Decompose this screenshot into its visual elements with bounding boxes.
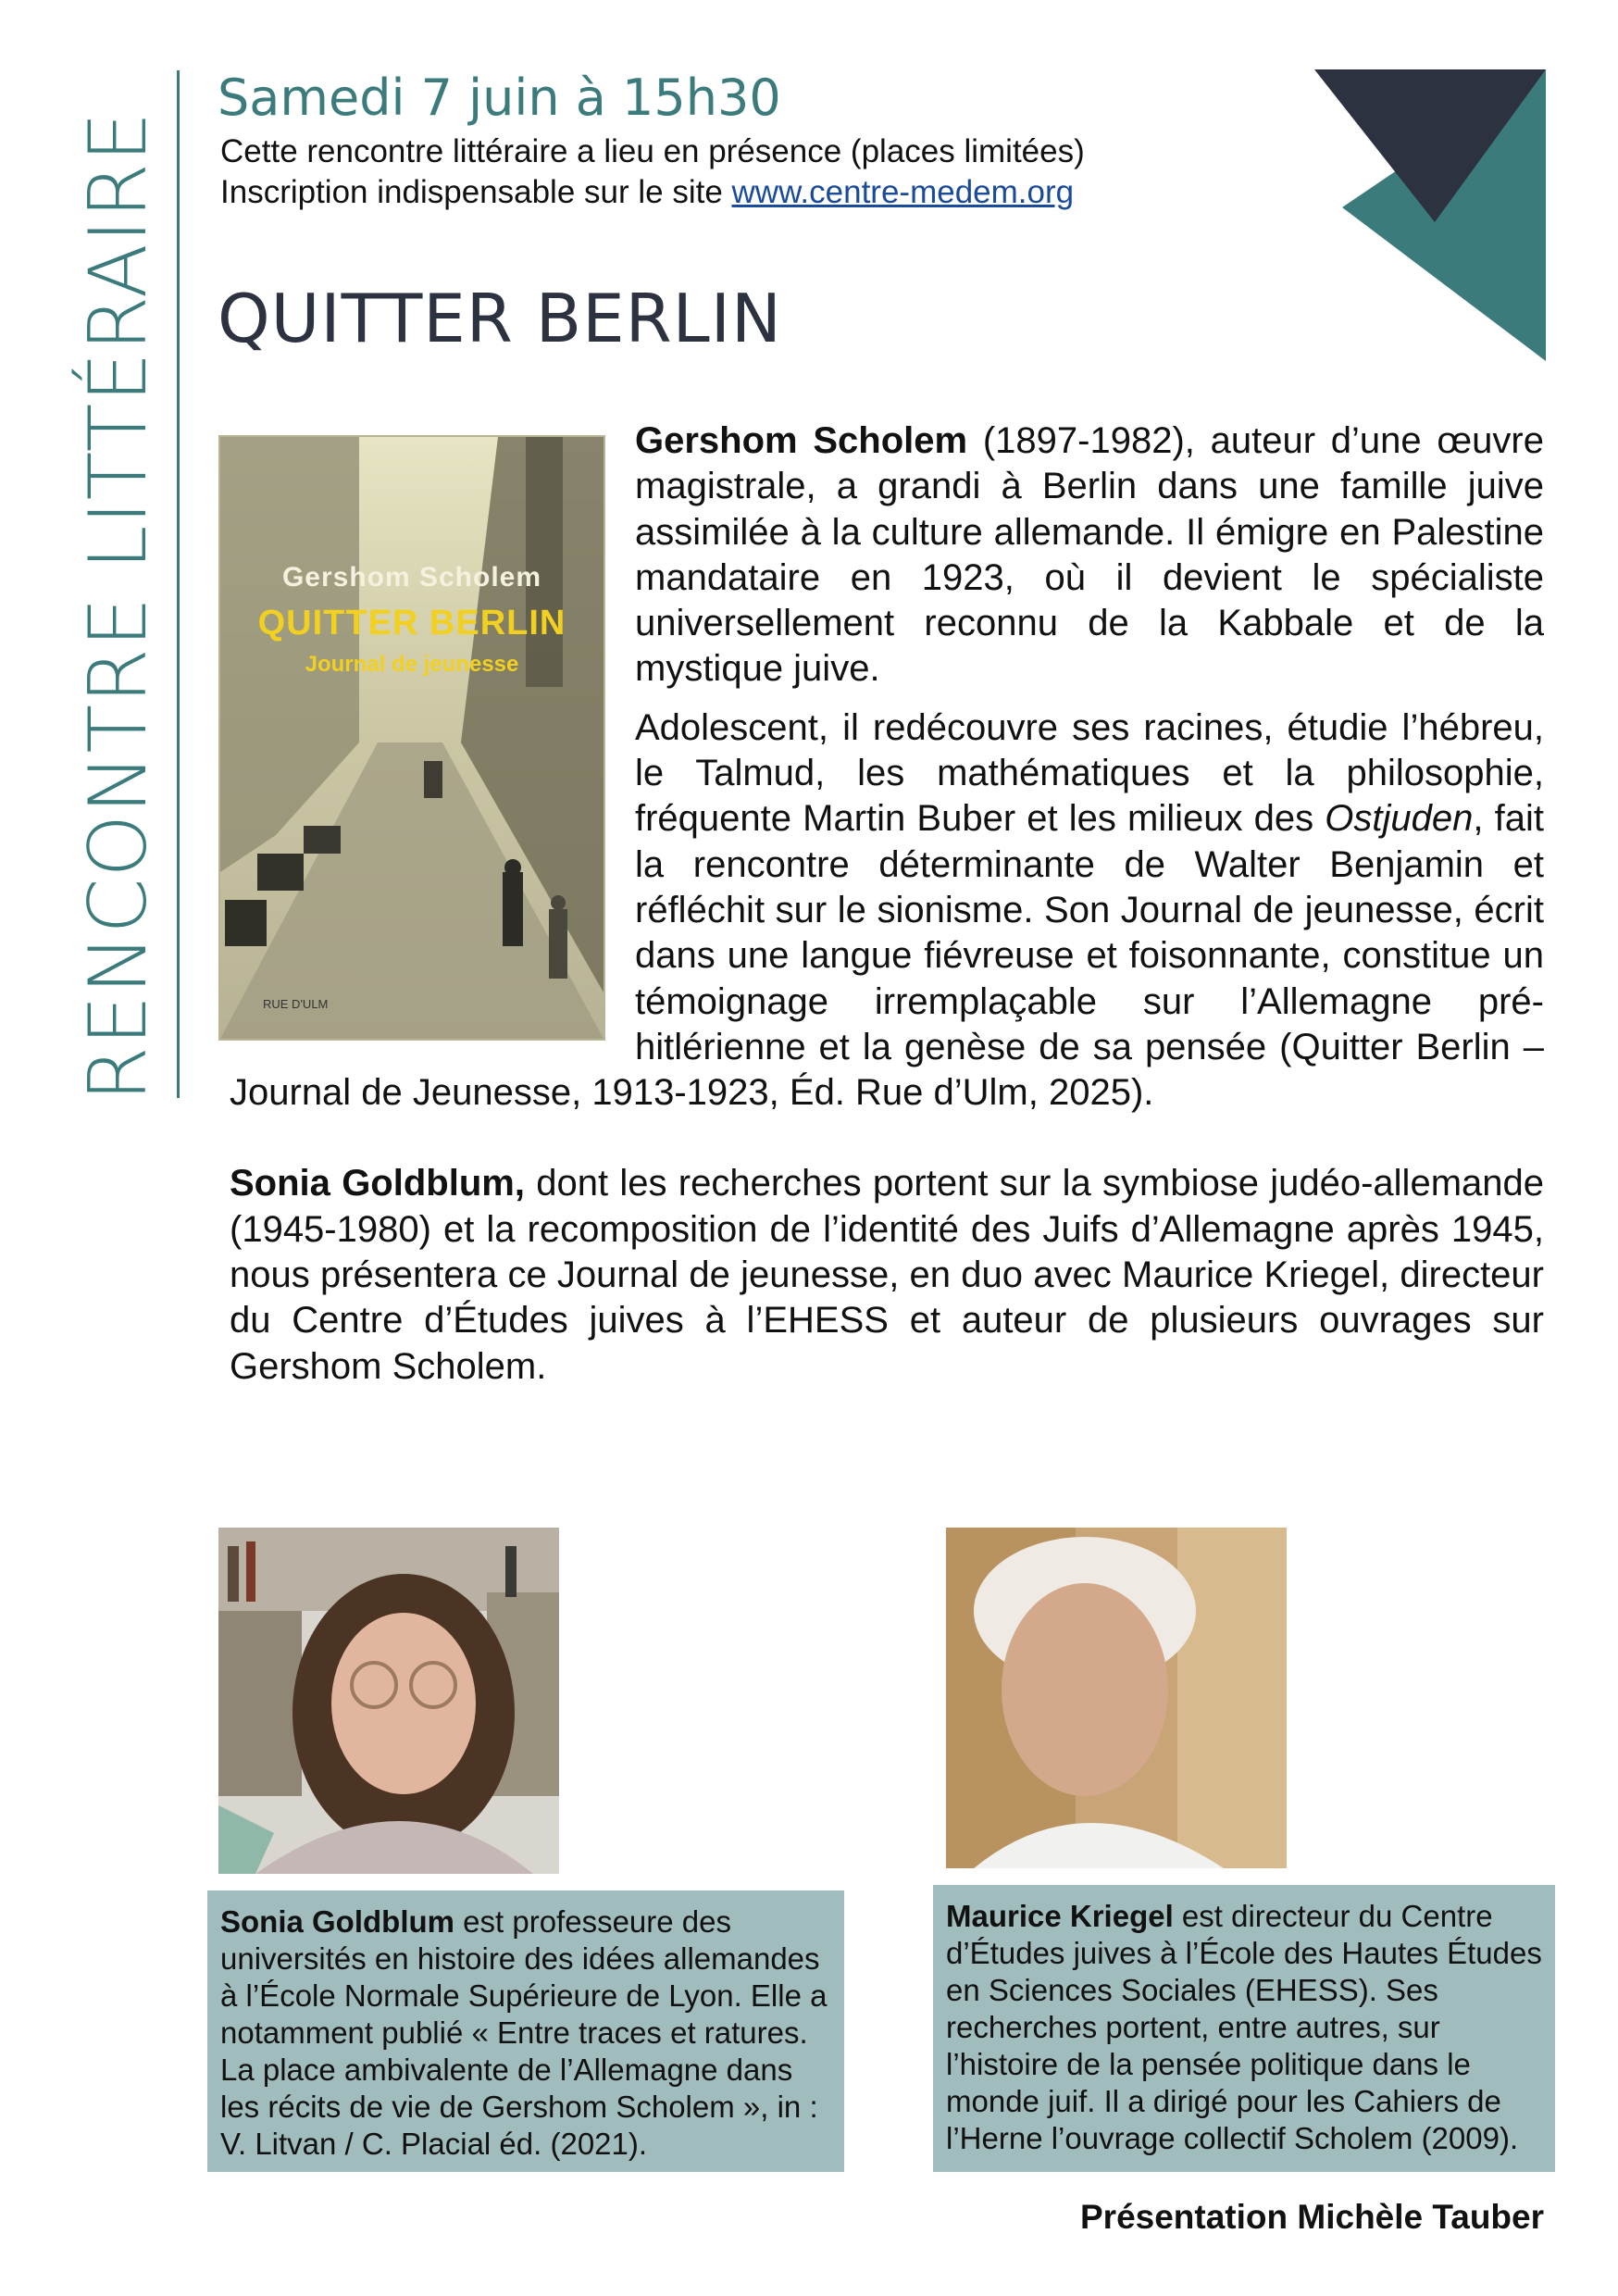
paragraph-goldblum — [230, 1161, 1544, 1389]
bio-kriegel-text: est directeur du Centre d’Études juives à l’École des Hautes Études en Sciences Sociales (EHESS). Ses recherches portent, entre autres, sur l’histoire de la pensée politique dans le monde juif. Il a dirigé pour les Cahiers de l’Herne l’ouvrage collectif Scholem (2009). — [946, 1899, 1542, 2155]
event-date: Samedi 7 juin à 15h30 — [218, 69, 781, 127]
bio-goldblum-name: Sonia Goldblum — [220, 1904, 454, 1939]
cover-subtitle: Journal de jeunesse — [305, 652, 519, 677]
side-title: RENCONTRE LITTÉRAIRE — [72, 110, 165, 1102]
cover-spacer — [230, 418, 635, 1043]
cover-author: Gershom Scholem — [281, 562, 542, 593]
bio-kriegel-name: Maurice Kriegel — [946, 1899, 1174, 1933]
website-link[interactable]: www.centre-medem.org — [731, 174, 1075, 210]
paragraph-adolescent-start: Adolescent, il redécouvre ses racines, étudie l’hébreu, le Talmud, les mathématiques et la philosophie, fréquente Martin Buber et les milieux des — [635, 706, 1544, 840]
event-info-line2 — [220, 172, 1085, 213]
page-title: QUITTER BERLIN — [218, 280, 782, 357]
paragraph-adolescent-end: , fait la rencontre déterminante de Walter Benjamin et réfléchit sur le sionisme. Son Journal de jeunesse, écrit dans une langue fiévreuse et foisonnante, constitue un témoignage irremplaçable sur l’Allemagne pré-hitlérienne et la genèse de sa pensée (Quitter Berlin – Journal de Jeunesse, 1913-1923, Éd. Rue d’Ulm, 2025). — [230, 798, 1544, 1114]
paragraph-goldblum-text: dont les recherches portent sur la symbiose judéo-allemande (1945-1980) et la recomposition de l’identité des Juifs d’Allemagne après 1945, nous présentera ce Journal de jeunesse, en duo avec Maurice Kriegel, directeur du Centre d’Études juives à l’EHESS et auteur de plusieurs ouvrages sur Gershom Scholem. — [230, 1163, 1544, 1387]
decorative-triangles — [1314, 67, 1555, 363]
maurice-kriegel-photo — [946, 1528, 1287, 1868]
event-info — [220, 131, 1085, 213]
event-info-line1: Cette rencontre littéraire a lieu en présence (places limitées) — [220, 133, 1085, 169]
bio-goldblum-text: est professeure des universités en histoire des idées allemandes à l’École Normale Supérieure de Lyon. Elle a notamment publié « Entre traces et ratures. La place ambivalente de l’Allemagne dans les récits de vie de Gershom Scholem », in : V. Litvan / C. Placial éd. (2021). — [220, 1904, 828, 2161]
cover-title: QUITTER BERLIN — [257, 604, 566, 643]
bio-card-goldblum — [207, 1890, 844, 2172]
sonia-goldblum-photo — [218, 1528, 559, 1874]
side-divider — [177, 70, 180, 1098]
presentation-credit: Présentation Michèle Tauber — [1080, 2198, 1544, 2236]
scholem-name: Gershom Scholem — [635, 420, 968, 461]
bio-card-kriegel — [933, 1885, 1555, 2172]
paragraph-scholem-text: (1897-1982), auteur d’une œuvre magistrale, a grandi à Berlin dans une famille juive assimilée à la culture allemande. Il émigre en Palestine mandataire en 1923, où il devient le spécialiste universellement reconnu de la Kabbale et de la mystique juive. — [635, 420, 1544, 690]
cover-publisher: RUE D'ULM — [263, 997, 329, 1011]
event-info-prefix: Inscription indispensable sur le site — [220, 174, 732, 210]
article-body — [230, 418, 1544, 1390]
goldblum-name: Sonia Goldblum, — [230, 1163, 525, 1204]
ostjuden-term: Ostjuden — [1325, 798, 1474, 840]
